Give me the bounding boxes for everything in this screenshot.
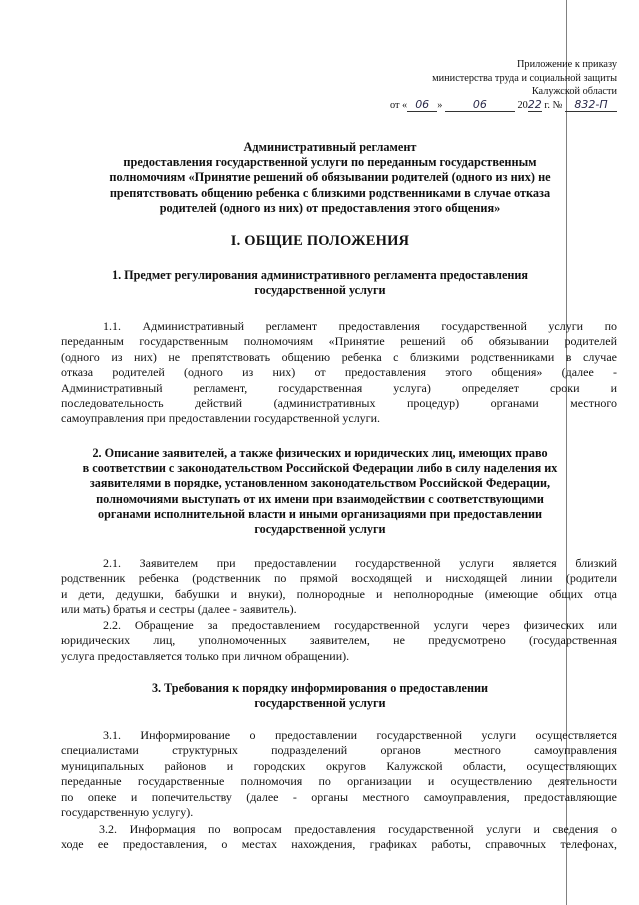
heading-line: государственной услуги <box>254 283 386 298</box>
heading-line: заявителями в порядке, установленном законодательством Российской Федерации, <box>89 476 551 491</box>
document-title-line: препятствовать общению ребенка с близкими родственниками в случае отказа <box>109 185 551 200</box>
heading-line: государственной услуги <box>254 522 386 537</box>
order-number: 832-П <box>565 99 617 112</box>
heading-line: 3. Требования к порядку информирования о предоставлении <box>151 681 489 695</box>
date-prefix: от « <box>389 99 408 111</box>
subsection-2-heading <box>40 446 600 537</box>
subsection-1-heading <box>40 268 600 298</box>
number-label: г. № <box>544 99 563 111</box>
paragraph-line: государственную услугу). <box>61 805 194 820</box>
heading-line: государственной услуги <box>254 696 386 711</box>
paragraph-line: специалистами структурных подразделений органов местного самоуправления <box>61 743 617 758</box>
approval-date-line <box>317 99 617 113</box>
paragraph-3-2 <box>61 822 617 853</box>
document-title-line: полномочиям «Принятие решений об обязывании родителей (одного из них) не <box>109 170 551 185</box>
date-month: 06 <box>445 99 515 112</box>
approval-line-2: министерства труда и социальной защиты <box>432 72 617 84</box>
subsection-3-heading <box>40 681 600 711</box>
date-day: 06 <box>407 99 437 112</box>
heading-line: полномочиями выступать от их имени при взаимодействии с соответствующими <box>96 491 544 506</box>
paragraph-line: переданные государственные полномочия по организации и осуществлению деятельности <box>61 774 617 789</box>
document-title-line: родителей (одного из них) от предоставления этого общения» <box>159 200 501 215</box>
section-title: I. ОБЩИЕ ПОЛОЖЕНИЯ <box>230 233 410 249</box>
paragraph-line: 3.1. Информирование о предоставлении государственной услуги осуществляется <box>103 728 617 742</box>
paragraph-3-1 <box>61 728 617 820</box>
paragraph-line: отказа родителей (одного из них) от предоставления этого общения» (далее - <box>61 365 617 380</box>
approval-line-1: Приложение к приказу <box>516 59 617 70</box>
paragraph-line: 2.1. Заявителем при предоставлении государственной услуги является близкий <box>103 556 617 570</box>
paragraph-line: или мать) братья и сестры (далее - заявитель). <box>61 602 297 617</box>
heading-line: 1. Предмет регулирования административного регламента предоставления <box>111 268 528 282</box>
paragraph-line: услуга предоставляется только при личном обращении). <box>61 648 350 663</box>
paragraph-2-2 <box>61 618 617 664</box>
paragraph-line: последовательность действий (административных процедур) органами местного <box>61 396 617 411</box>
paragraph-line: по опеке и попечительству (далее - органы местного самоуправления, предоставляющие <box>61 789 617 804</box>
paragraph-line: 3.2. Информация по вопросам предоставления государственной услуги и сведения о <box>99 822 617 836</box>
date-mid: » <box>437 99 443 111</box>
year-prefix: 20 <box>517 99 528 111</box>
paragraph-line: 2.2. Обращение за предоставлением государственной услуги через физических или <box>103 618 617 632</box>
approval-line-3: Калужской области <box>531 86 617 98</box>
date-year: 22 <box>527 97 542 111</box>
paragraph-line: (одного из них) не препятствовать общению ребенка с близкими родственниками в случае <box>61 349 617 364</box>
approval-stamp-block <box>317 58 617 112</box>
heading-line: органами исполнительной власти и иными организациями при предоставлении <box>97 506 543 521</box>
paragraph-line: 1.1. Административный регламент предоставления государственной услуги по <box>103 319 617 333</box>
document-title <box>50 140 610 216</box>
paragraph-1-1 <box>61 319 617 427</box>
document-title-line: Административный регламент <box>243 140 417 154</box>
paragraph-line: Административный регламент, государственная услуга) определяет сроки и <box>61 380 617 395</box>
heading-line: 2. Описание заявителей, а также физических и юридических лиц, имеющих право <box>92 446 548 460</box>
paragraph-line: самоуправления при предоставлении государственной услуги. <box>61 411 381 426</box>
paragraph-line: родственник ребенка (родственник по прямой восходящей и нисходящей линии (родители <box>61 571 617 586</box>
paragraph-2-1 <box>61 556 617 618</box>
paragraph-line: юридических лиц, уполномоченных заявителем, не предусмотрено (государственная <box>61 633 617 648</box>
document-title-line: предоставления государственной услуги по переданным государственным <box>123 155 537 170</box>
heading-line: в соответствии с законодательством Российской Федерации либо в силу наделения их <box>82 461 558 476</box>
paragraph-line: переданным государственным полномочиям «Принятие решений об обязывании родителей <box>61 334 617 349</box>
paragraph-line: ходе ее предоставления, о местах нахождения, графиках работы, справочных телефонах, <box>61 837 617 852</box>
paragraph-line: и дети, дедушки, бабушки и внуки), полнородные и неполнородные (имеющие общих отца <box>61 586 617 601</box>
paragraph-line: муниципальных районов и городских округов Калужской области, осуществляющих <box>61 758 617 773</box>
